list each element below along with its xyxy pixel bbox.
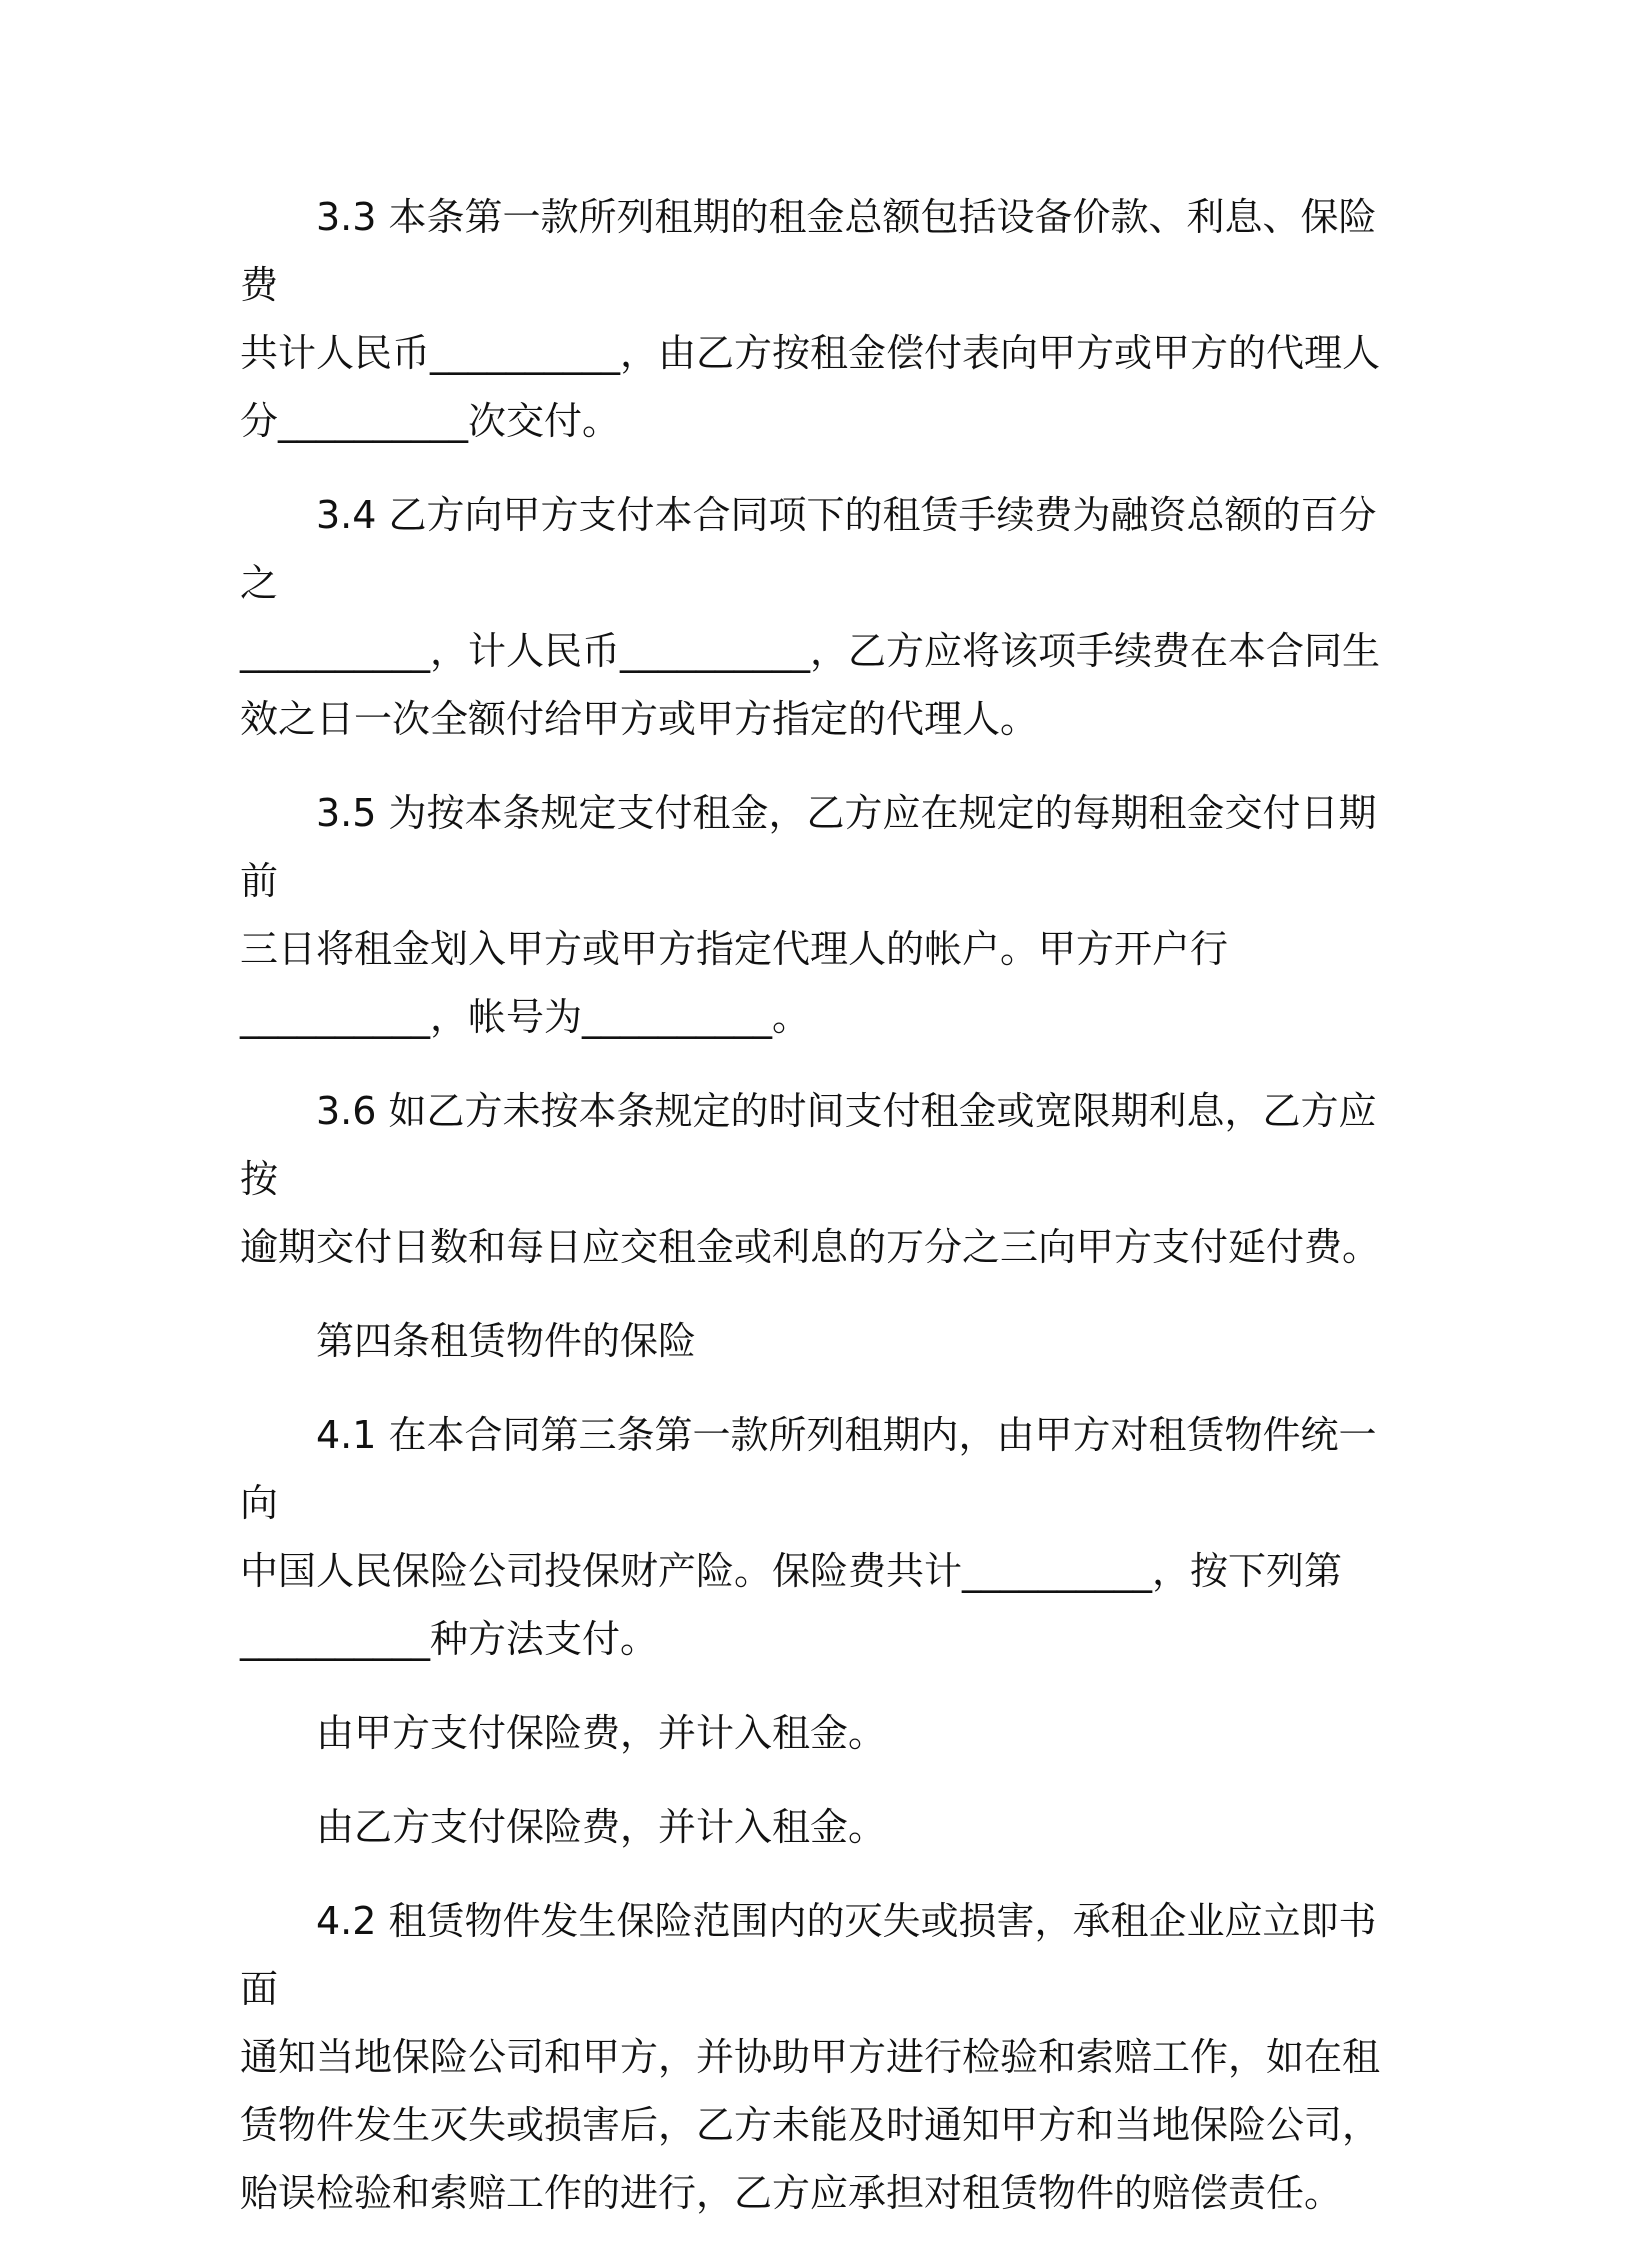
article-4-heading-text: 第四条租赁物件的保险 <box>316 1319 697 1363</box>
clause-4-2-line-3: 赁物件发生灭失或损害后，乙方未能及时通知甲方和当地保险公司， <box>240 2103 1381 2147</box>
clause-3-6 <box>240 1077 1388 1281</box>
clause-3-4-line-2: __________，计人民币__________，乙方应将该项手续费在本合同生 <box>240 629 1381 673</box>
clause-3-5-line-1: 3.5 为按本条规定支付租金，乙方应在规定的每期租金交付日期前 <box>240 791 1377 903</box>
clause-4-1-option-a <box>240 1699 1388 1767</box>
clause-3-3-line-1: 3.3 本条第一款所列租期的租金总额包括设备价款、利息、保险费 <box>240 195 1377 307</box>
clause-4-2-line-1: 4.2 租赁物件发生保险范围内的灭失或损害，承租企业应立即书面 <box>240 1899 1377 2011</box>
clause-4-2 <box>240 1887 1388 2227</box>
clause-4-1-line-1: 4.1 在本合同第三条第一款所列租期内，由甲方对租赁物件统一向 <box>240 1413 1377 1525</box>
clause-3-4-line-3: 效之日一次全额付给甲方或甲方指定的代理人。 <box>240 697 1039 741</box>
clause-4-1-option-b <box>240 1793 1388 1861</box>
clause-3-5 <box>240 779 1388 1051</box>
clause-4-1-line-2: 中国人民保险公司投保财产险。保险费共计__________，按下列第 <box>240 1549 1343 1593</box>
clause-3-5-line-3: __________，帐号为__________。 <box>240 995 811 1039</box>
clause-3-5-line-2: 三日将租金划入甲方或甲方指定代理人的帐户。甲方开户行 <box>240 927 1229 971</box>
clause-3-4 <box>240 481 1388 753</box>
clause-4-1-option-b-text: 由乙方支付保险费，并计入租金。 <box>316 1805 887 1849</box>
clause-3-3-line-2: 共计人民币__________，由乙方按租金偿付表向甲方或甲方的代理人 <box>240 331 1381 375</box>
clause-4-1-line-3: __________种方法支付。 <box>240 1617 659 1661</box>
article-4-heading <box>240 1307 1388 1375</box>
document-body <box>240 183 1388 2253</box>
clause-4-2-line-2: 通知当地保险公司和甲方，并协助甲方进行检验和索赔工作，如在租 <box>240 2035 1381 2079</box>
clause-3-6-line-2: 逾期交付日数和每日应交租金或利息的万分之三向甲方支付延付费。 <box>240 1225 1381 1269</box>
clause-4-1-option-a-text: 由甲方支付保险费，并计入租金。 <box>316 1711 887 1755</box>
clause-3-3 <box>240 183 1388 455</box>
clause-3-3-line-3: 分__________次交付。 <box>240 399 621 443</box>
clause-4-1 <box>240 1401 1388 1673</box>
clause-3-4-line-1: 3.4 乙方向甲方支付本合同项下的租赁手续费为融资总额的百分之 <box>240 493 1377 605</box>
clause-3-6-line-1: 3.6 如乙方未按本条规定的时间支付租金或宽限期利息，乙方应按 <box>240 1089 1377 1201</box>
clause-4-2-line-4: 贻误检验和索赔工作的进行，乙方应承担对租赁物件的赔偿责任。 <box>240 2171 1343 2215</box>
